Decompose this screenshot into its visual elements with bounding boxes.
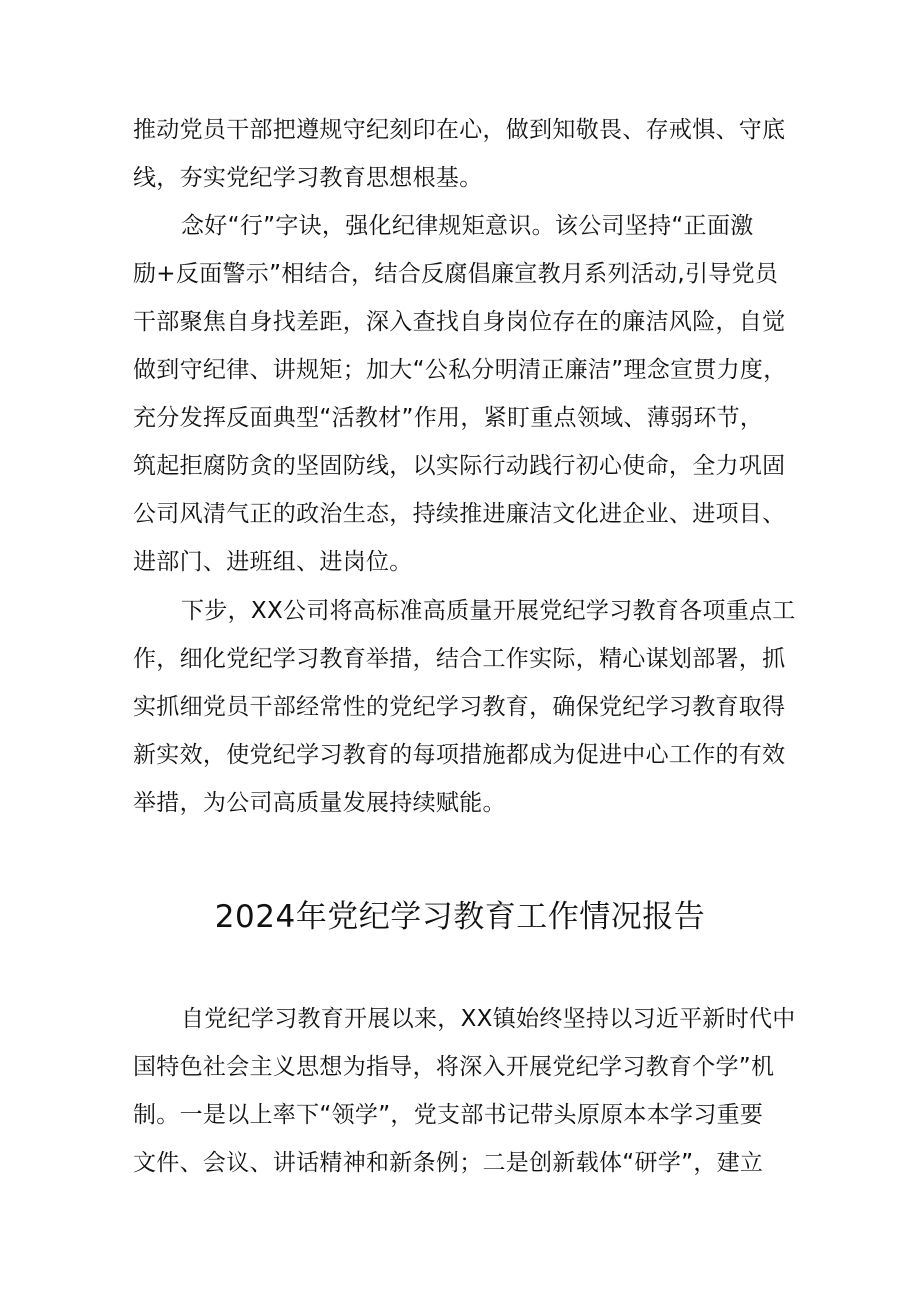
paragraph-line: 干部聚焦自身找差距，深入查找自身岗位存在的廉洁风险，自觉 (133, 309, 786, 335)
paragraph-line: 实抓细党员干部经常性的党纪学习教育，确保党纪学习教育取得 (133, 694, 786, 720)
paragraph-line: 做到守纪律、讲规矩；加大“公私分明清正廉洁”理念宣贯力度， (133, 357, 787, 383)
paragraph-line: 进部门、进班组、进岗位。 (133, 549, 413, 575)
paragraph-line: 制。一是以上率下“领学”，党支部书记带头原原本本学习重要 (133, 1102, 764, 1128)
paragraph-line: 下步，XX公司将高标准高质量开展党纪学习教育各项重点工 (181, 598, 796, 624)
paragraph-line: 新实效，使党纪学习教育的每项措施都成为促进中心工作的有效 (133, 742, 786, 768)
paragraph-line: 作，细化党纪学习教育举措，结合工作实际，精心谋划部署，抓 (133, 646, 786, 672)
paragraph-line: 励+反面警示”相结合，结合反腐倡廉宣教月系列活动,引导党员 (133, 261, 779, 287)
paragraph-line: 充分发挥反面典型“活教材”作用，紧盯重点领域、薄弱环节， (133, 405, 764, 431)
paragraph-line: 推动党员干部把遵规守纪刻印在心，做到知敬畏、存戒惧、守底 (133, 117, 786, 143)
paragraph-line: 公司风清气正的政治生态，持续推进廉洁文化进企业、进项目、 (133, 501, 786, 527)
paragraph-line: 举措，为公司高质量发展持续赋能。 (133, 790, 506, 816)
paragraph-line: 文件、会议、讲话精神和新条例；二是创新载体“研学”，建立 (133, 1150, 764, 1176)
paragraph-line: 自党纪学习教育开展以来，XX镇始终坚持以习近平新时代中 (181, 1006, 796, 1032)
paragraph-line: 国特色社会主义思想为指导，将深入开展党纪学习教育个学”机 (133, 1054, 775, 1080)
paragraph-line: 念好“行”字诀，强化纪律规矩意识。该公司坚持“正面激 (181, 213, 754, 239)
paragraph-line: 筑起拒腐防贪的坚固防线，以实际行动践行初心使命，全力巩固 (133, 453, 786, 479)
paragraph-line: 线，夯实党纪学习教育思想根基。 (133, 165, 483, 191)
report-title: 2024年党纪学习教育工作情况报告 (214, 899, 706, 935)
